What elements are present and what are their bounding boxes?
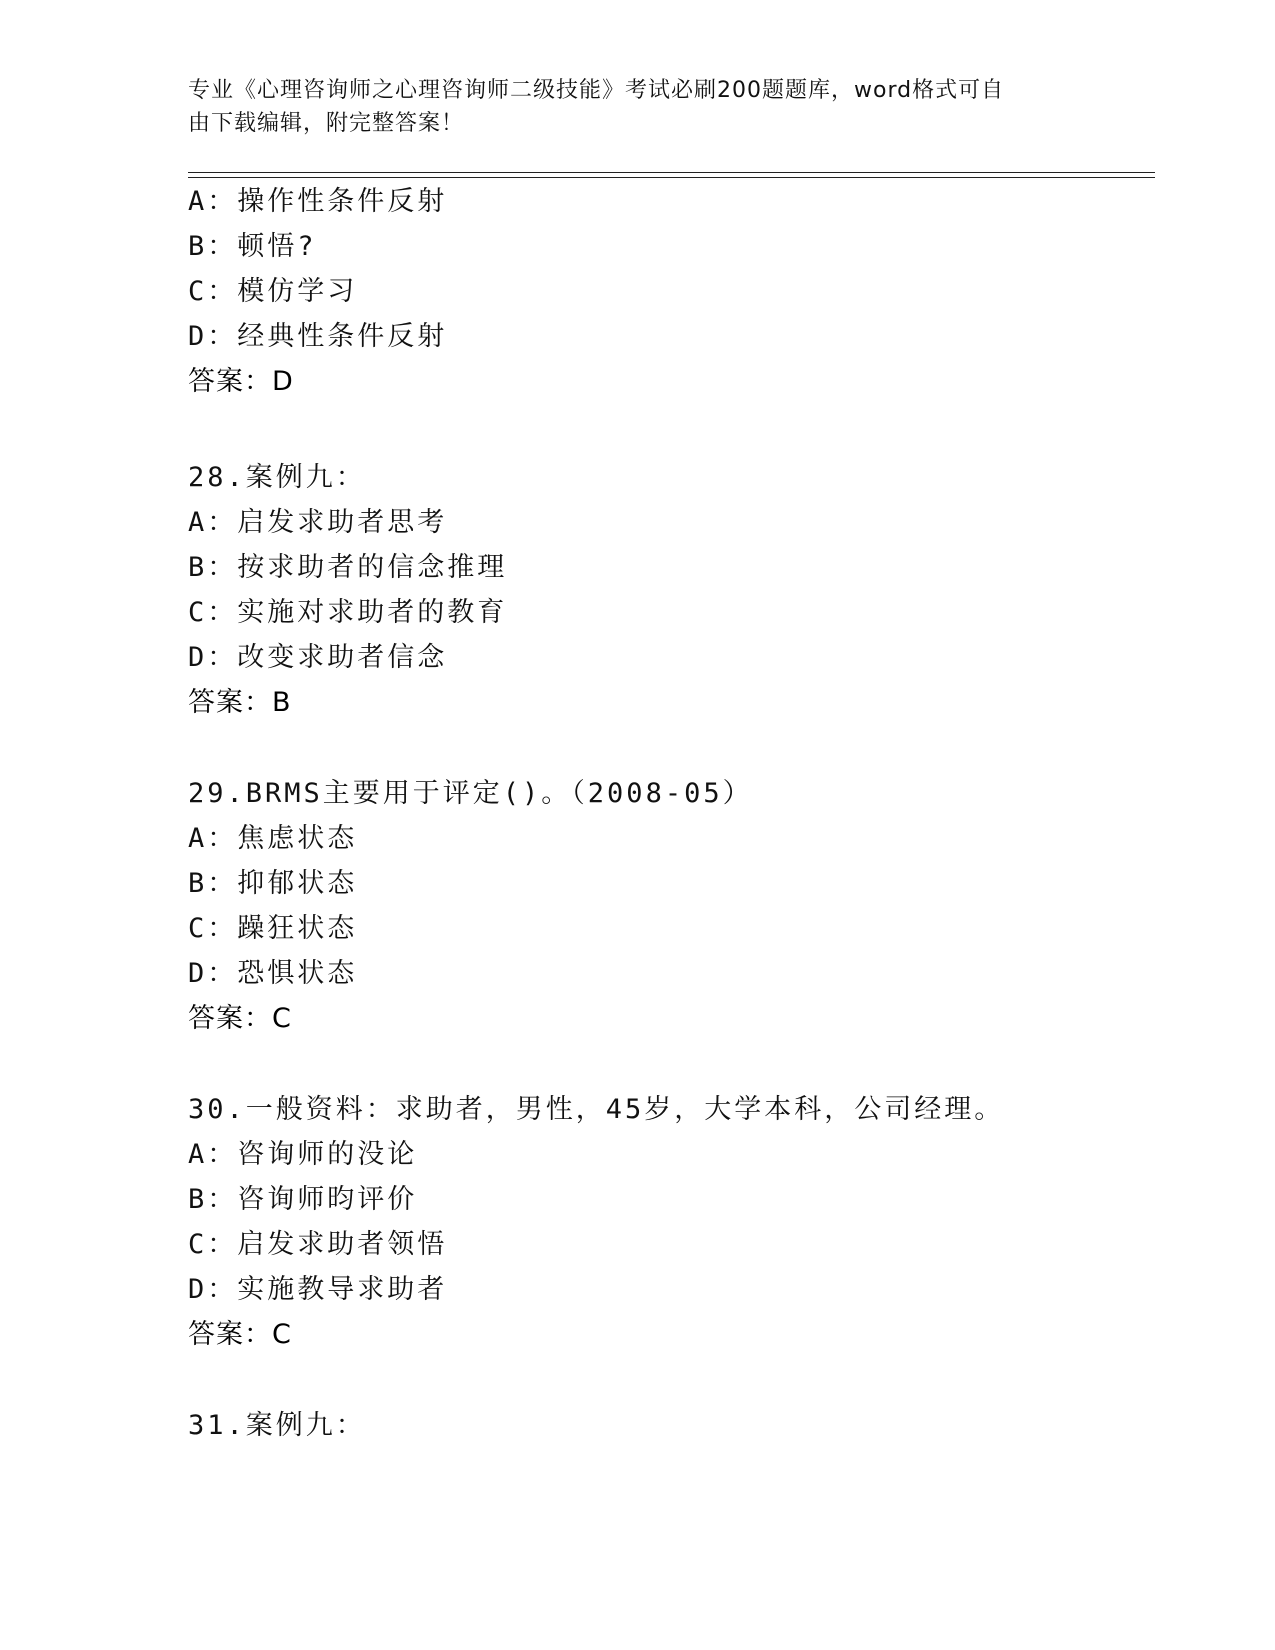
q30-option-b: B：咨询师昀评价 (188, 1184, 418, 1215)
q30-option-c: C：启发求助者领悟 (188, 1229, 448, 1260)
q29-question: 29.BRMS主要用于评定()。（2008-05） (188, 778, 753, 809)
q28-question: 28.案例九： (188, 462, 366, 493)
q27-option-a: A：操作性条件反射 (188, 186, 448, 217)
q28-option-b: B：按求助者的信念推理 (188, 552, 508, 583)
q29-option-a: A：焦虑状态 (188, 823, 358, 854)
q27-option-b: B：顿悟? (188, 231, 317, 262)
q30-option-a: A：咨询师的没论 (188, 1139, 418, 1170)
q27-option-c: C：模仿学习 (188, 276, 358, 307)
q27-option-d: D：经典性条件反射 (188, 321, 448, 352)
q30-answer: 答案：C (188, 1319, 292, 1350)
q28-option-d: D：改变求助者信念 (188, 642, 448, 673)
q28-option-c: C：实施对求助者的教育 (188, 597, 508, 628)
q27-answer: 答案：D (188, 366, 294, 397)
q30-option-d: D：实施教导求助者 (188, 1274, 448, 1305)
q31-question: 31.案例九： (188, 1410, 366, 1441)
header-rule-bottom (188, 177, 1155, 178)
header-intro-line-1: 专业《心理咨询师之心理咨询师二级技能》考试必刷200题题库，word格式可自 (188, 78, 1005, 103)
q29-option-c: C：躁狂状态 (188, 913, 358, 944)
q28-option-a: A：启发求助者思考 (188, 507, 448, 538)
q29-option-d: D：恐惧状态 (188, 958, 358, 989)
q30-question: 30.一般资料：求助者，男性，45岁，大学本科，公司经理。 (188, 1094, 1005, 1125)
document-header (188, 74, 1078, 140)
header-intro-line-2: 由下载编辑，附完整答案！ (188, 111, 465, 136)
q29-answer: 答案：C (188, 1003, 292, 1034)
q28-answer: 答案：B (188, 687, 292, 718)
q29-option-b: B：抑郁状态 (188, 868, 358, 899)
header-rule-top (188, 172, 1155, 173)
